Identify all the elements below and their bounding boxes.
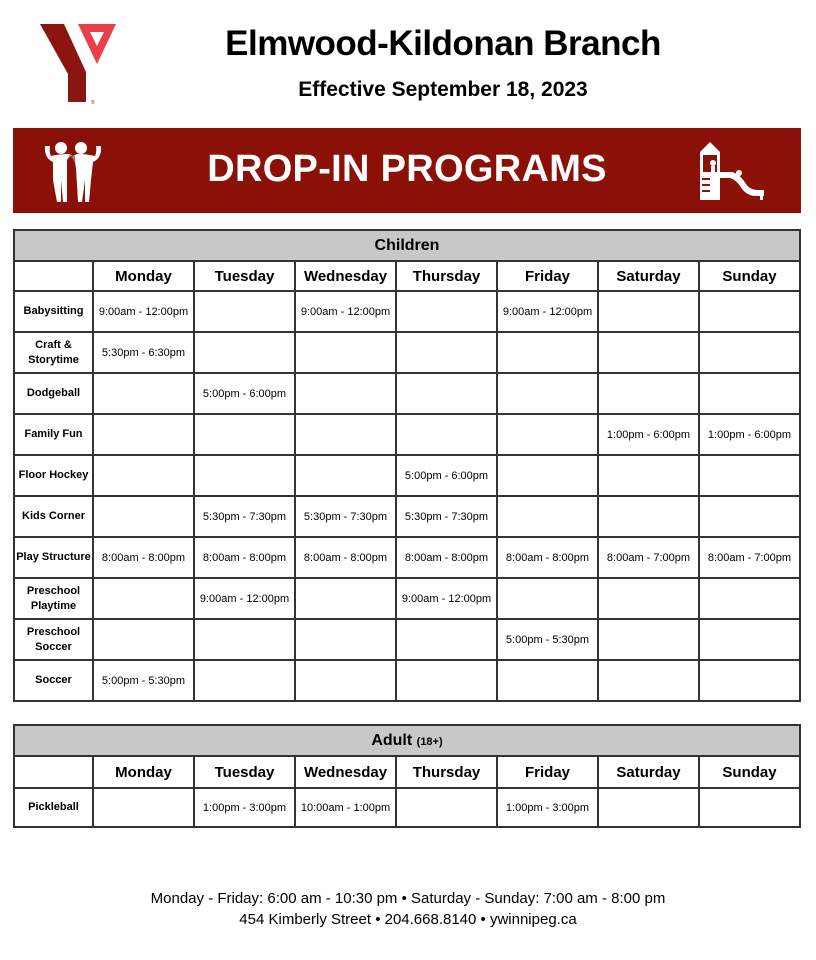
time-cell: 8:00am - 8:00pm [497,537,598,578]
effective-date: Effective September 18, 2023 [298,78,588,101]
time-cell: 5:00pm - 6:00pm [396,455,497,496]
time-cell [598,578,699,619]
time-cell: 9:00am - 12:00pm [194,578,295,619]
day-header: Thursday [396,756,497,788]
time-cell [194,332,295,373]
time-cell: 8:00am - 7:00pm [699,537,800,578]
program-name: Kids Corner [14,496,93,537]
time-cell: 5:30pm - 7:30pm [194,496,295,537]
time-cell [396,414,497,455]
time-cell: 1:00pm - 6:00pm [598,414,699,455]
time-cell [396,332,497,373]
table-row [14,414,800,455]
table-row [14,496,800,537]
time-cell [295,660,396,701]
section-title-children: Children [14,230,800,261]
day-header: Wednesday [295,261,396,291]
time-cell [194,455,295,496]
time-cell [194,619,295,660]
table-row [14,455,800,496]
time-cell [699,578,800,619]
time-cell: 9:00am - 12:00pm [295,291,396,332]
day-header-row [14,756,800,788]
day-header: Friday [497,261,598,291]
time-cell [396,619,497,660]
svg-text:®: ® [91,100,95,106]
drop-in-banner [13,128,801,213]
section-title-adult-label: Adult [371,731,413,749]
page-title: Elmwood-Kildonan Branch [225,24,661,63]
time-cell [497,578,598,619]
time-cell: 9:00am - 12:00pm [396,578,497,619]
age-note: (18+) [416,735,443,748]
table-row [14,578,800,619]
table-row [14,537,800,578]
time-cell [93,578,194,619]
time-cell [598,291,699,332]
time-cell: 8:00am - 8:00pm [295,537,396,578]
corner-cell [14,756,93,788]
section-title-adult [14,725,800,756]
time-cell [598,660,699,701]
program-name: Babysitting [14,291,93,332]
adult-schedule-table [13,724,801,828]
time-cell [194,291,295,332]
ymca-logo-icon [38,22,118,106]
program-name: Pickleball [14,788,93,827]
time-cell [598,332,699,373]
time-cell [699,373,800,414]
time-cell: 8:00am - 8:00pm [93,537,194,578]
time-cell [497,414,598,455]
time-cell: 8:00am - 8:00pm [194,537,295,578]
program-name: Craft & Storytime [14,332,93,373]
time-cell [497,373,598,414]
time-cell [699,496,800,537]
time-cell [295,414,396,455]
time-cell [295,619,396,660]
table-row [14,788,800,827]
time-cell [598,788,699,827]
time-cell [598,619,699,660]
time-cell: 5:00pm - 5:30pm [93,660,194,701]
program-name: Dodgeball [14,373,93,414]
time-cell [396,660,497,701]
program-name: Soccer [14,660,93,701]
program-name: Preschool Soccer [14,619,93,660]
time-cell [93,496,194,537]
time-cell [93,455,194,496]
time-cell [598,496,699,537]
time-cell [497,496,598,537]
corner-cell [14,261,93,291]
time-cell: 8:00am - 8:00pm [396,537,497,578]
time-cell [93,414,194,455]
day-header: Tuesday [194,756,295,788]
time-cell [598,373,699,414]
time-cell: 9:00am - 12:00pm [497,291,598,332]
time-cell [295,578,396,619]
table-row [14,373,800,414]
time-cell: 5:30pm - 6:30pm [93,332,194,373]
time-cell [93,373,194,414]
time-cell [295,373,396,414]
time-cell: 1:00pm - 3:00pm [194,788,295,827]
day-header: Sunday [699,756,800,788]
time-cell [93,619,194,660]
day-header: Sunday [699,261,800,291]
time-cell [598,455,699,496]
time-cell [396,291,497,332]
time-cell [497,660,598,701]
program-name: Family Fun [14,414,93,455]
footer-contact: 454 Kimberly Street • 204.668.8140 • ywinnipeg.ca [239,911,577,928]
time-cell [396,373,497,414]
time-cell [497,455,598,496]
time-cell [295,332,396,373]
time-cell: 1:00pm - 3:00pm [497,788,598,827]
time-cell [699,788,800,827]
play-structure-icon [696,138,770,202]
time-cell [497,332,598,373]
time-cell: 10:00am - 1:00pm [295,788,396,827]
day-header-row [14,261,800,291]
time-cell [194,414,295,455]
time-cell [699,660,800,701]
banner-title: DROP-IN PROGRAMS [207,148,607,190]
day-header: Saturday [598,756,699,788]
program-name: Floor Hockey [14,455,93,496]
time-cell [699,332,800,373]
day-header: Monday [93,261,194,291]
time-cell [396,788,497,827]
time-cell: 5:00pm - 6:00pm [194,373,295,414]
program-name: Preschool Playtime [14,578,93,619]
day-header: Saturday [598,261,699,291]
time-cell [699,291,800,332]
table-row [14,332,800,373]
time-cell: 9:00am - 12:00pm [93,291,194,332]
day-header: Tuesday [194,261,295,291]
footer-hours: Monday - Friday: 6:00 am - 10:30 pm • Saturday - Sunday: 7:00 am - 8:00 pm [150,890,666,907]
time-cell [93,788,194,827]
time-cell [699,455,800,496]
time-cell: 5:00pm - 5:30pm [497,619,598,660]
children-schedule-table [13,229,801,702]
day-header: Monday [93,756,194,788]
table-row [14,619,800,660]
program-name: Play Structure [14,537,93,578]
time-cell: 5:30pm - 7:30pm [295,496,396,537]
time-cell [194,660,295,701]
time-cell: 1:00pm - 6:00pm [699,414,800,455]
day-header: Thursday [396,261,497,291]
day-header: Friday [497,756,598,788]
day-header: Wednesday [295,756,396,788]
time-cell: 8:00am - 7:00pm [598,537,699,578]
time-cell [699,619,800,660]
table-row [14,291,800,332]
table-row [14,660,800,701]
time-cell [295,455,396,496]
time-cell: 5:30pm - 7:30pm [396,496,497,537]
